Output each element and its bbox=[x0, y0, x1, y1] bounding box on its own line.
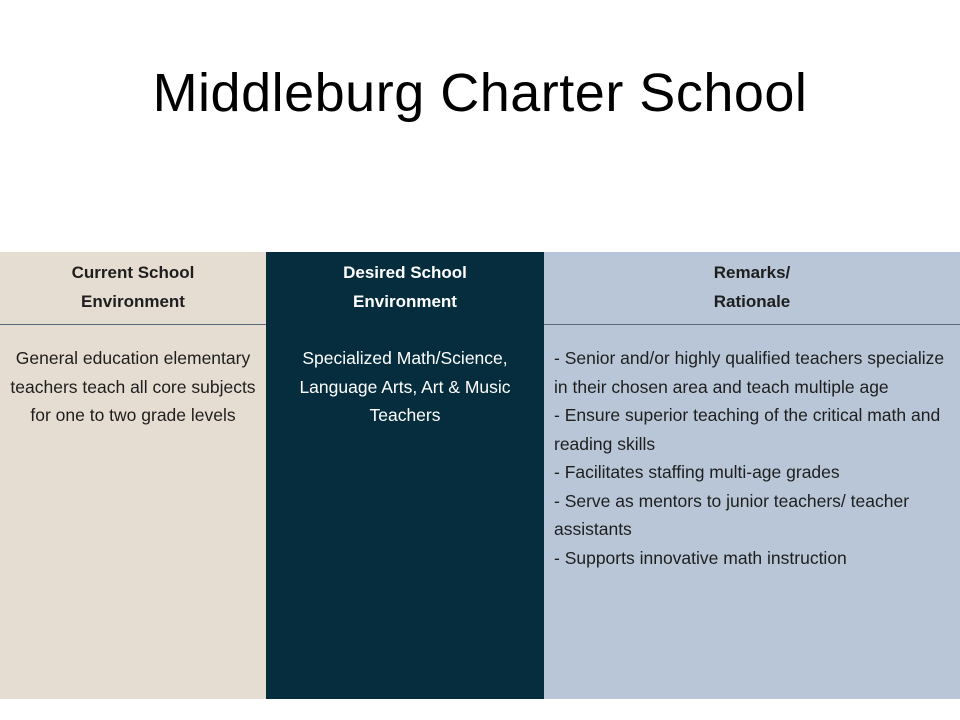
header-divider bbox=[544, 324, 960, 325]
slide-title: Middleburg Charter School bbox=[152, 63, 808, 123]
header-line: Rationale bbox=[713, 292, 791, 311]
column-body-remarks bbox=[554, 344, 950, 572]
header-line: Current School bbox=[71, 263, 195, 282]
remark-item: - Ensure superior teaching of the critical math and reading skills bbox=[554, 405, 941, 454]
column-header-desired bbox=[266, 252, 544, 324]
remark-item: - Supports innovative math instruction bbox=[554, 547, 847, 568]
column-desired-environment bbox=[266, 252, 544, 699]
header-divider bbox=[266, 324, 544, 325]
column-body-current: General education elementary teachers teach all core subjects for one to two grade levels bbox=[10, 348, 256, 425]
header-line: Desired School bbox=[343, 263, 467, 282]
column-header-current bbox=[0, 252, 266, 324]
column-body-desired: Specialized Math/Science, Language Arts, Art & Music Teachers bbox=[299, 348, 511, 425]
remark-item: - Serve as mentors to junior teachers/ teacher assistants bbox=[554, 490, 910, 539]
header-line: Remarks/ bbox=[713, 263, 791, 282]
remark-item: - Facilitates staffing multi-age grades bbox=[554, 462, 840, 482]
remark-item: - Senior and/or highly qualified teachers specialize in their chosen area and teach multiple age bbox=[554, 348, 945, 397]
column-current-environment bbox=[0, 252, 266, 699]
column-remarks-rationale bbox=[544, 252, 960, 699]
column-header-remarks bbox=[544, 252, 960, 324]
header-line: Environment bbox=[353, 292, 457, 311]
header-line: Environment bbox=[81, 292, 185, 311]
comparison-table bbox=[0, 252, 960, 699]
header-divider bbox=[0, 324, 266, 325]
